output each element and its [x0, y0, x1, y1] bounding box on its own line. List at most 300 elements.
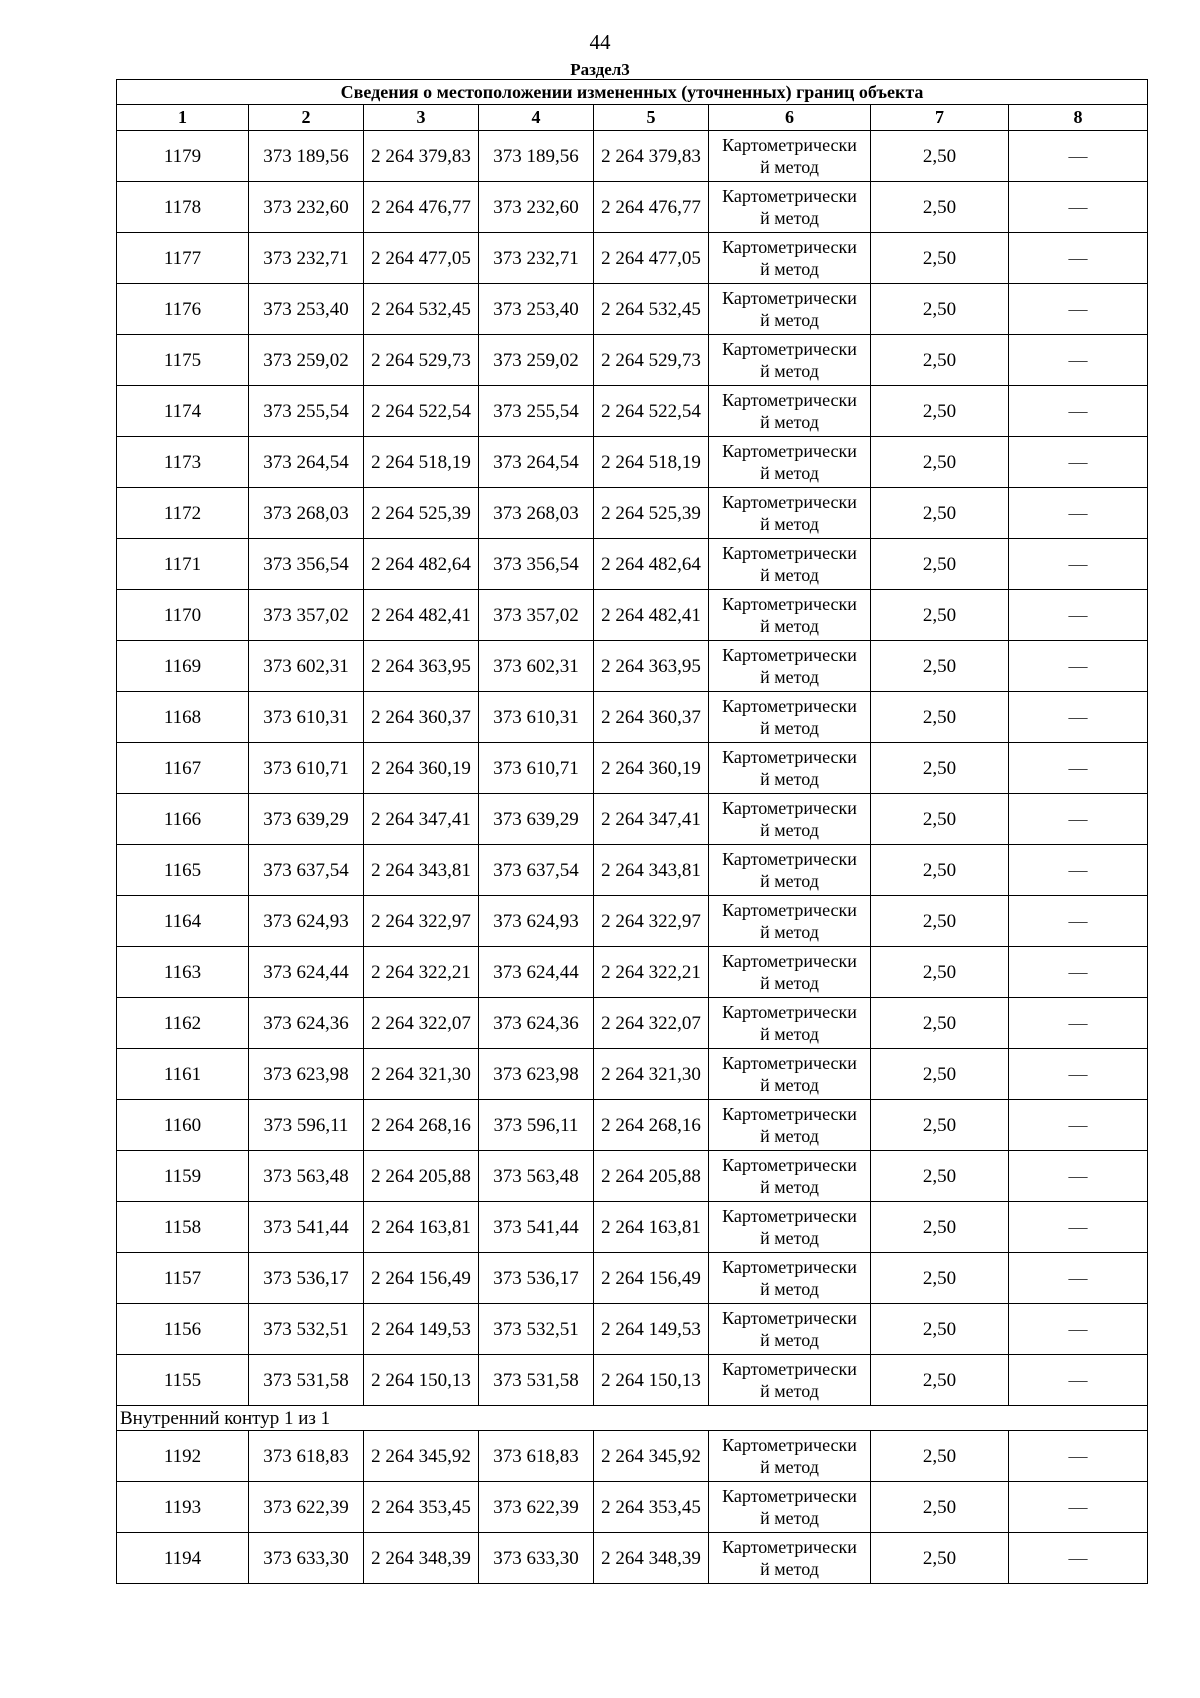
column-number: 4 [479, 105, 594, 131]
table-row [117, 590, 1148, 641]
note-cell: — [1009, 743, 1148, 794]
method-cell [709, 947, 871, 998]
coordinate-cell: 373 624,44 [479, 947, 594, 998]
coordinate-cell: 2 264 477,05 [364, 233, 479, 284]
accuracy-cell: 2,50 [871, 131, 1009, 182]
point-number-cell: 1164 [117, 896, 249, 947]
method-line: й метод [760, 412, 819, 432]
table-row [117, 896, 1148, 947]
coordinate-cell: 373 610,31 [479, 692, 594, 743]
coordinate-cell: 2 264 525,39 [594, 488, 709, 539]
method-line: й метод [760, 1024, 819, 1044]
note-cell: — [1009, 947, 1148, 998]
coordinate-cell: 373 637,54 [249, 845, 364, 896]
note-cell: — [1009, 1253, 1148, 1304]
coordinate-cell: 2 264 363,95 [364, 641, 479, 692]
coordinate-cell: 2 264 518,19 [364, 437, 479, 488]
accuracy-cell: 2,50 [871, 1533, 1009, 1584]
method-cell [709, 1355, 871, 1406]
accuracy-cell: 2,50 [871, 539, 1009, 590]
coordinate-cell: 373 232,71 [479, 233, 594, 284]
coordinate-cell: 2 264 156,49 [594, 1253, 709, 1304]
method-cell [709, 743, 871, 794]
table-row [117, 182, 1148, 233]
method-cell [709, 1253, 871, 1304]
coordinate-cell: 373 268,03 [479, 488, 594, 539]
coordinate-cell: 2 264 150,13 [594, 1355, 709, 1406]
method-line: й метод [760, 718, 819, 738]
coordinate-cell: 373 253,40 [479, 284, 594, 335]
coordinate-cell: 373 541,44 [479, 1202, 594, 1253]
point-number-cell: 1173 [117, 437, 249, 488]
column-number: 8 [1009, 105, 1148, 131]
accuracy-cell: 2,50 [871, 1202, 1009, 1253]
note-cell: — [1009, 896, 1148, 947]
note-cell: — [1009, 1202, 1148, 1253]
method-line: й метод [760, 922, 819, 942]
coordinate-cell: 2 264 321,30 [364, 1049, 479, 1100]
coordinate-cell: 373 259,02 [249, 335, 364, 386]
coordinate-cell: 2 264 347,41 [364, 794, 479, 845]
point-number-cell: 1166 [117, 794, 249, 845]
coordinate-cell: 373 639,29 [479, 794, 594, 845]
coordinate-cell: 373 622,39 [249, 1482, 364, 1533]
coordinate-cell: 2 264 360,19 [594, 743, 709, 794]
coordinate-cell: 2 264 379,83 [594, 131, 709, 182]
coordinate-cell: 2 264 156,49 [364, 1253, 479, 1304]
method-cell [709, 692, 871, 743]
note-cell: — [1009, 437, 1148, 488]
point-number-cell: 1159 [117, 1151, 249, 1202]
table-row [117, 488, 1148, 539]
coordinate-cell: 373 356,54 [479, 539, 594, 590]
coordinate-cell: 2 264 322,07 [364, 998, 479, 1049]
method-line: Картометрически [722, 900, 857, 920]
accuracy-cell: 2,50 [871, 845, 1009, 896]
coordinate-cell: 2 264 360,19 [364, 743, 479, 794]
table-row [117, 1202, 1148, 1253]
accuracy-cell: 2,50 [871, 1482, 1009, 1533]
coordinate-cell: 2 264 360,37 [364, 692, 479, 743]
accuracy-cell: 2,50 [871, 1049, 1009, 1100]
coordinate-cell: 2 264 482,64 [364, 539, 479, 590]
method-cell [709, 1202, 871, 1253]
coordinate-cell: 373 596,11 [479, 1100, 594, 1151]
coordinate-cell: 2 264 205,88 [594, 1151, 709, 1202]
point-number-cell: 1163 [117, 947, 249, 998]
note-cell: — [1009, 182, 1148, 233]
method-cell [709, 1431, 871, 1482]
point-number-cell: 1193 [117, 1482, 249, 1533]
method-cell [709, 998, 871, 1049]
point-number-cell: 1174 [117, 386, 249, 437]
point-number-cell: 1172 [117, 488, 249, 539]
method-line: Картометрически [722, 849, 857, 869]
coordinate-cell: 2 264 322,21 [364, 947, 479, 998]
point-number-cell: 1168 [117, 692, 249, 743]
note-cell: — [1009, 845, 1148, 896]
table-title: Сведения о местоположении измененных (уточненных) границ объекта [117, 80, 1148, 105]
coordinate-cell: 2 264 268,16 [594, 1100, 709, 1151]
method-line: Картометрически [722, 1053, 857, 1073]
point-number-cell: 1167 [117, 743, 249, 794]
coordinate-cell: 373 623,98 [249, 1049, 364, 1100]
note-cell: — [1009, 1431, 1148, 1482]
method-line: й метод [760, 157, 819, 177]
coordinate-cell: 2 264 149,53 [594, 1304, 709, 1355]
point-number-cell: 1170 [117, 590, 249, 641]
table-row [117, 1151, 1148, 1202]
method-line: й метод [760, 259, 819, 279]
method-line: й метод [760, 1177, 819, 1197]
coordinate-cell: 2 264 322,97 [594, 896, 709, 947]
coordinate-cell: 2 264 353,45 [364, 1482, 479, 1533]
table-row [117, 1253, 1148, 1304]
coordinate-cell: 373 596,11 [249, 1100, 364, 1151]
point-number-cell: 1161 [117, 1049, 249, 1100]
method-line: Картометрически [722, 237, 857, 257]
column-number-row [117, 105, 1148, 131]
method-line: й метод [760, 1126, 819, 1146]
note-cell: — [1009, 590, 1148, 641]
coordinate-cell: 373 618,83 [249, 1431, 364, 1482]
table-row [117, 1431, 1148, 1482]
method-cell [709, 1100, 871, 1151]
accuracy-cell: 2,50 [871, 233, 1009, 284]
note-cell: — [1009, 794, 1148, 845]
method-line: Картометрически [722, 1359, 857, 1379]
accuracy-cell: 2,50 [871, 182, 1009, 233]
coordinate-cell: 2 264 518,19 [594, 437, 709, 488]
method-cell [709, 896, 871, 947]
accuracy-cell: 2,50 [871, 386, 1009, 437]
method-line: Картометрически [722, 1308, 857, 1328]
coordinate-cell: 373 624,44 [249, 947, 364, 998]
table-row [117, 1482, 1148, 1533]
method-cell [709, 335, 871, 386]
method-line: Картометрически [722, 1537, 857, 1557]
accuracy-cell: 2,50 [871, 1151, 1009, 1202]
method-line: й метод [760, 1508, 819, 1528]
point-number-cell: 1175 [117, 335, 249, 386]
accuracy-cell: 2,50 [871, 1304, 1009, 1355]
method-cell [709, 488, 871, 539]
table-row [117, 131, 1148, 182]
method-cell [709, 539, 871, 590]
coordinate-cell: 2 264 149,53 [364, 1304, 479, 1355]
coordinate-cell: 373 536,17 [249, 1253, 364, 1304]
table-row [117, 692, 1148, 743]
method-cell [709, 590, 871, 641]
method-cell [709, 386, 871, 437]
point-number-cell: 1162 [117, 998, 249, 1049]
method-line: й метод [760, 514, 819, 534]
note-cell: — [1009, 539, 1148, 590]
note-cell: — [1009, 233, 1148, 284]
coordinate-cell: 373 618,83 [479, 1431, 594, 1482]
method-line: Картометрически [722, 696, 857, 716]
accuracy-cell: 2,50 [871, 284, 1009, 335]
section-title: Раздел3 [570, 60, 630, 79]
accuracy-cell: 2,50 [871, 488, 1009, 539]
coordinate-cell: 373 255,54 [479, 386, 594, 437]
point-number-cell: 1155 [117, 1355, 249, 1406]
coordinate-cell: 373 541,44 [249, 1202, 364, 1253]
coordinate-cell: 2 264 525,39 [364, 488, 479, 539]
accuracy-cell: 2,50 [871, 437, 1009, 488]
coordinate-cell: 373 624,93 [479, 896, 594, 947]
coordinate-cell: 373 633,30 [479, 1533, 594, 1584]
table-row [117, 1049, 1148, 1100]
method-line: Картометрически [722, 1155, 857, 1175]
coordinate-cell: 373 531,58 [479, 1355, 594, 1406]
note-cell: — [1009, 488, 1148, 539]
method-line: Картометрически [722, 441, 857, 461]
accuracy-cell: 2,50 [871, 794, 1009, 845]
coordinate-cell: 2 264 268,16 [364, 1100, 479, 1151]
method-line: Картометрически [722, 1435, 857, 1455]
coordinate-cell: 373 623,98 [479, 1049, 594, 1100]
coordinate-cell: 2 264 163,81 [594, 1202, 709, 1253]
coordinate-cell: 373 536,17 [479, 1253, 594, 1304]
method-line: й метод [760, 667, 819, 687]
method-line: й метод [760, 361, 819, 381]
method-line: й метод [760, 565, 819, 585]
method-cell [709, 1049, 871, 1100]
coordinate-cell: 373 633,30 [249, 1533, 364, 1584]
coordinate-cell: 2 264 150,13 [364, 1355, 479, 1406]
coordinate-cell: 2 264 379,83 [364, 131, 479, 182]
column-number: 7 [871, 105, 1009, 131]
accuracy-cell: 2,50 [871, 590, 1009, 641]
table-row [117, 437, 1148, 488]
coordinate-cell: 2 264 205,88 [364, 1151, 479, 1202]
method-cell [709, 233, 871, 284]
accuracy-cell: 2,50 [871, 896, 1009, 947]
coordinate-cell: 373 259,02 [479, 335, 594, 386]
accuracy-cell: 2,50 [871, 743, 1009, 794]
coordinate-cell: 373 356,54 [249, 539, 364, 590]
coordinate-cell: 2 264 343,81 [594, 845, 709, 896]
method-line: Картометрически [722, 1206, 857, 1226]
method-line: Картометрически [722, 645, 857, 665]
coordinate-cell: 373 255,54 [249, 386, 364, 437]
boundary-coordinates-table [116, 79, 1148, 1584]
coordinate-cell: 2 264 482,41 [594, 590, 709, 641]
method-line: й метод [760, 1559, 819, 1579]
coordinate-cell: 2 264 348,39 [364, 1533, 479, 1584]
table-row [117, 1304, 1148, 1355]
point-number-cell: 1169 [117, 641, 249, 692]
coordinate-cell: 2 264 522,54 [594, 386, 709, 437]
method-line: Картометрически [722, 747, 857, 767]
note-cell: — [1009, 1355, 1148, 1406]
method-line: й метод [760, 820, 819, 840]
accuracy-cell: 2,50 [871, 1100, 1009, 1151]
table-row [117, 284, 1148, 335]
accuracy-cell: 2,50 [871, 641, 1009, 692]
coordinate-cell: 373 602,31 [249, 641, 364, 692]
contour-row [117, 1406, 1148, 1431]
method-line: й метод [760, 1381, 819, 1401]
coordinate-cell: 373 622,39 [479, 1482, 594, 1533]
coordinate-cell: 373 232,71 [249, 233, 364, 284]
table-row [117, 233, 1148, 284]
coordinate-cell: 2 264 363,95 [594, 641, 709, 692]
coordinate-cell: 373 624,36 [479, 998, 594, 1049]
point-number-cell: 1157 [117, 1253, 249, 1304]
accuracy-cell: 2,50 [871, 1355, 1009, 1406]
table-row [117, 539, 1148, 590]
coordinate-cell: 373 610,31 [249, 692, 364, 743]
method-line: й метод [760, 616, 819, 636]
note-cell: — [1009, 1482, 1148, 1533]
note-cell: — [1009, 1304, 1148, 1355]
coordinate-cell: 373 357,02 [479, 590, 594, 641]
note-cell: — [1009, 641, 1148, 692]
accuracy-cell: 2,50 [871, 998, 1009, 1049]
note-cell: — [1009, 131, 1148, 182]
method-cell [709, 182, 871, 233]
coordinate-cell: 2 264 532,45 [594, 284, 709, 335]
method-line: й метод [760, 208, 819, 228]
coordinate-cell: 373 610,71 [479, 743, 594, 794]
method-line: Картометрически [722, 798, 857, 818]
coordinate-cell: 2 264 322,21 [594, 947, 709, 998]
method-line: Картометрически [722, 186, 857, 206]
method-line: й метод [760, 1279, 819, 1299]
coordinate-cell: 2 264 482,64 [594, 539, 709, 590]
table-row [117, 794, 1148, 845]
method-line: й метод [760, 871, 819, 891]
method-line: й метод [760, 1075, 819, 1095]
method-line: й метод [760, 1457, 819, 1477]
accuracy-cell: 2,50 [871, 335, 1009, 386]
coordinate-cell: 373 531,58 [249, 1355, 364, 1406]
method-line: Картометрически [722, 339, 857, 359]
point-number-cell: 1194 [117, 1533, 249, 1584]
coordinate-cell: 373 189,56 [479, 131, 594, 182]
note-cell: — [1009, 1151, 1148, 1202]
accuracy-cell: 2,50 [871, 692, 1009, 743]
contour-label: Внутренний контур 1 из 1 [117, 1406, 1148, 1431]
note-cell: — [1009, 284, 1148, 335]
coordinate-cell: 373 357,02 [249, 590, 364, 641]
point-number-cell: 1176 [117, 284, 249, 335]
coordinate-cell: 2 264 348,39 [594, 1533, 709, 1584]
method-line: Картометрически [722, 1257, 857, 1277]
point-number-cell: 1171 [117, 539, 249, 590]
table-row [117, 743, 1148, 794]
coordinate-cell: 373 264,54 [479, 437, 594, 488]
method-line: Картометрически [722, 1104, 857, 1124]
method-cell [709, 1304, 871, 1355]
method-line: Картометрически [722, 288, 857, 308]
coordinate-cell: 373 602,31 [479, 641, 594, 692]
note-cell: — [1009, 386, 1148, 437]
method-cell [709, 1533, 871, 1584]
accuracy-cell: 2,50 [871, 1253, 1009, 1304]
method-line: Картометрически [722, 1002, 857, 1022]
method-line: Картометрически [722, 492, 857, 512]
coordinate-cell: 373 563,48 [479, 1151, 594, 1202]
coordinate-cell: 2 264 360,37 [594, 692, 709, 743]
note-cell: — [1009, 1100, 1148, 1151]
coordinate-cell: 2 264 163,81 [364, 1202, 479, 1253]
column-number: 1 [117, 105, 249, 131]
table-row [117, 998, 1148, 1049]
coordinate-cell: 373 639,29 [249, 794, 364, 845]
point-number-cell: 1158 [117, 1202, 249, 1253]
table-row [117, 845, 1148, 896]
coordinate-cell: 373 189,56 [249, 131, 364, 182]
coordinate-cell: 2 264 322,97 [364, 896, 479, 947]
coordinate-cell: 373 264,54 [249, 437, 364, 488]
table-row [117, 947, 1148, 998]
point-number-cell: 1165 [117, 845, 249, 896]
method-cell [709, 1482, 871, 1533]
method-line: й метод [760, 1228, 819, 1248]
point-number-cell: 1192 [117, 1431, 249, 1482]
coordinate-cell: 373 232,60 [249, 182, 364, 233]
method-line: Картометрически [722, 543, 857, 563]
coordinate-cell: 373 232,60 [479, 182, 594, 233]
page-number: 44 [589, 30, 611, 54]
coordinate-cell: 2 264 522,54 [364, 386, 479, 437]
coordinate-cell: 373 637,54 [479, 845, 594, 896]
method-cell [709, 1151, 871, 1202]
accuracy-cell: 2,50 [871, 947, 1009, 998]
method-line: й метод [760, 463, 819, 483]
method-cell [709, 131, 871, 182]
method-cell [709, 794, 871, 845]
note-cell: — [1009, 692, 1148, 743]
table-row [117, 1355, 1148, 1406]
method-cell [709, 437, 871, 488]
note-cell: — [1009, 998, 1148, 1049]
table-title-row [117, 80, 1148, 105]
coordinate-cell: 373 624,93 [249, 896, 364, 947]
coordinate-cell: 373 532,51 [479, 1304, 594, 1355]
point-number-cell: 1179 [117, 131, 249, 182]
point-number-cell: 1177 [117, 233, 249, 284]
accuracy-cell: 2,50 [871, 1431, 1009, 1482]
note-cell: — [1009, 1533, 1148, 1584]
method-cell [709, 845, 871, 896]
table-row [117, 1100, 1148, 1151]
point-number-cell: 1178 [117, 182, 249, 233]
coordinate-cell: 2 264 476,77 [594, 182, 709, 233]
coordinate-cell: 373 253,40 [249, 284, 364, 335]
coordinate-cell: 2 264 477,05 [594, 233, 709, 284]
method-line: Картометрически [722, 1486, 857, 1506]
table-row [117, 386, 1148, 437]
coordinate-cell: 2 264 529,73 [364, 335, 479, 386]
method-line: Картометрически [722, 390, 857, 410]
coordinate-cell: 2 264 353,45 [594, 1482, 709, 1533]
coordinate-cell: 373 532,51 [249, 1304, 364, 1355]
coordinate-cell: 373 563,48 [249, 1151, 364, 1202]
coordinate-cell: 373 610,71 [249, 743, 364, 794]
column-number: 5 [594, 105, 709, 131]
method-line: й метод [760, 310, 819, 330]
coordinate-cell: 373 624,36 [249, 998, 364, 1049]
point-number-cell: 1156 [117, 1304, 249, 1355]
coordinate-cell: 2 264 532,45 [364, 284, 479, 335]
method-cell [709, 641, 871, 692]
coordinate-cell: 2 264 321,30 [594, 1049, 709, 1100]
note-cell: — [1009, 335, 1148, 386]
